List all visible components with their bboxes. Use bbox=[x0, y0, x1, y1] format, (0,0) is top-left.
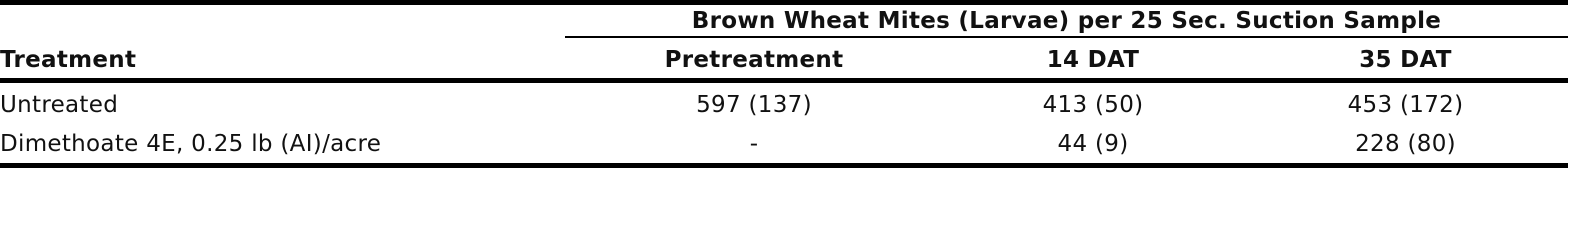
cell-14-dat: 44 (9) bbox=[1057, 131, 1129, 157]
cell-treatment: Dimethoate 4E, 0.25 lb (AI)/acre bbox=[0, 131, 382, 157]
header-35-dat: 35 DAT bbox=[1359, 47, 1452, 73]
cell-pretreatment: 597 (137) bbox=[696, 92, 812, 118]
table-bottom-rule bbox=[0, 163, 1568, 168]
column-group-header: Brown Wheat Mites (Larvae) per 25 Sec. Suction Sample bbox=[691, 8, 1442, 34]
header-14-dat: 14 DAT bbox=[1046, 47, 1140, 73]
cell-pretreatment: - bbox=[749, 131, 759, 157]
column-group-rule bbox=[565, 36, 1568, 38]
cell-14-dat: 413 (50) bbox=[1042, 92, 1144, 118]
cell-treatment: Untreated bbox=[0, 92, 119, 118]
table-top-rule bbox=[0, 0, 1568, 5]
header-bottom-rule bbox=[0, 78, 1568, 83]
cell-35-dat: 228 (80) bbox=[1355, 131, 1456, 157]
header-treatment: Treatment bbox=[0, 47, 137, 73]
header-pretreatment: Pretreatment bbox=[664, 47, 844, 73]
cell-35-dat: 453 (172) bbox=[1347, 92, 1464, 118]
